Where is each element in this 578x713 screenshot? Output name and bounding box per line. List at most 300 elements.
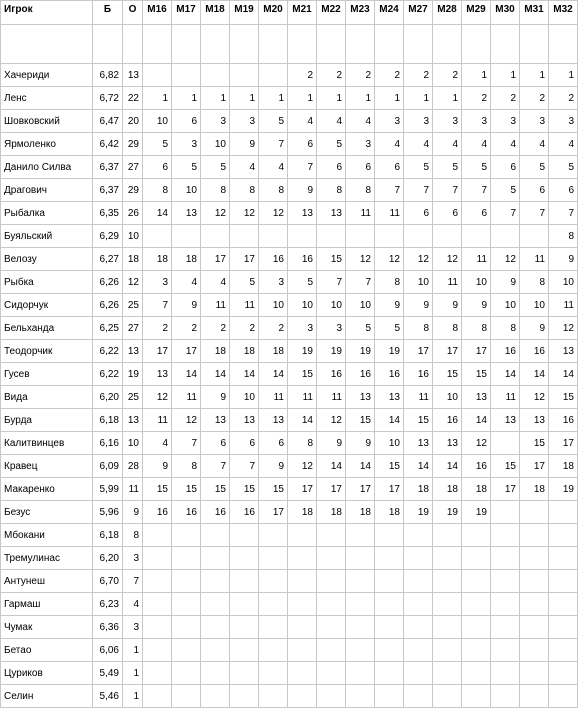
rank-cell: 9 [172, 294, 201, 317]
rank-cell: 8 [404, 317, 433, 340]
empty-cell [1, 25, 93, 64]
rank-cell: 12 [259, 202, 288, 225]
rank-cell: 12 [346, 248, 375, 271]
rank-cell [462, 639, 491, 662]
rating-cell: 6,18 [93, 409, 123, 432]
table-row [1, 386, 578, 409]
rank-cell [549, 547, 578, 570]
table-row [1, 639, 578, 662]
rank-cell: 15 [172, 478, 201, 501]
rank-cell [520, 639, 549, 662]
column-header: М18 [201, 1, 230, 25]
rank-cell [230, 225, 259, 248]
rank-cell: 4 [317, 110, 346, 133]
games-cell: 27 [123, 156, 143, 179]
rank-cell: 6 [549, 179, 578, 202]
rank-cell: 13 [462, 386, 491, 409]
rank-cell: 14 [346, 455, 375, 478]
rank-cell: 6 [346, 156, 375, 179]
rank-cell: 17 [520, 455, 549, 478]
table-row [1, 225, 578, 248]
rank-cell [520, 225, 549, 248]
rank-cell [288, 593, 317, 616]
rank-cell: 4 [143, 432, 172, 455]
rank-cell: 5 [317, 133, 346, 156]
games-cell: 1 [123, 685, 143, 708]
rank-cell: 15 [375, 455, 404, 478]
rank-cell: 9 [259, 455, 288, 478]
rank-cell: 13 [433, 432, 462, 455]
rank-cell: 10 [201, 133, 230, 156]
rank-cell: 13 [143, 363, 172, 386]
rank-cell: 2 [201, 317, 230, 340]
rank-cell: 10 [549, 271, 578, 294]
rank-cell: 12 [433, 248, 462, 271]
rank-cell: 14 [288, 409, 317, 432]
rank-cell: 14 [259, 363, 288, 386]
rank-cell [346, 616, 375, 639]
rank-cell: 16 [520, 340, 549, 363]
rank-cell: 9 [201, 386, 230, 409]
rank-cell [433, 685, 462, 708]
rank-cell: 15 [462, 363, 491, 386]
rank-cell [549, 685, 578, 708]
games-cell: 13 [123, 409, 143, 432]
rank-cell [433, 662, 462, 685]
rank-cell: 2 [462, 87, 491, 110]
rank-cell: 5 [549, 156, 578, 179]
rating-cell: 5,46 [93, 685, 123, 708]
rank-cell: 16 [172, 501, 201, 524]
table-row [1, 662, 578, 685]
rank-cell [520, 501, 549, 524]
empty-cell [462, 25, 491, 64]
rank-cell: 5 [143, 133, 172, 156]
rank-cell [143, 570, 172, 593]
rank-cell: 15 [143, 478, 172, 501]
games-cell: 3 [123, 616, 143, 639]
rank-cell: 6 [491, 156, 520, 179]
rank-cell: 7 [346, 271, 375, 294]
table-row [1, 409, 578, 432]
games-cell: 1 [123, 639, 143, 662]
rank-cell: 1 [346, 87, 375, 110]
rank-cell: 11 [230, 294, 259, 317]
rank-cell: 13 [520, 409, 549, 432]
player-name-cell: Ярмоленко [1, 133, 93, 156]
games-cell: 22 [123, 87, 143, 110]
rank-cell: 15 [549, 386, 578, 409]
rank-cell: 10 [346, 294, 375, 317]
rank-cell [259, 225, 288, 248]
rank-cell [172, 570, 201, 593]
rank-cell [201, 593, 230, 616]
rank-cell: 17 [317, 478, 346, 501]
rank-cell [201, 685, 230, 708]
rank-cell [549, 524, 578, 547]
rank-cell [346, 547, 375, 570]
rank-cell [259, 570, 288, 593]
rating-cell: 6,22 [93, 340, 123, 363]
rank-cell [404, 685, 433, 708]
rank-cell: 10 [172, 179, 201, 202]
rank-cell [346, 662, 375, 685]
rank-cell: 11 [259, 386, 288, 409]
rating-cell: 6,06 [93, 639, 123, 662]
column-header: Б [93, 1, 123, 25]
rank-cell: 2 [288, 64, 317, 87]
rank-cell: 12 [404, 248, 433, 271]
rank-cell: 12 [230, 202, 259, 225]
rank-cell: 6 [230, 432, 259, 455]
player-name-cell: Мбокани [1, 524, 93, 547]
rank-cell: 3 [462, 110, 491, 133]
rank-cell: 17 [549, 432, 578, 455]
rank-cell: 7 [549, 202, 578, 225]
rank-cell: 7 [491, 202, 520, 225]
rank-cell [288, 524, 317, 547]
rank-cell: 7 [317, 271, 346, 294]
rank-cell: 12 [317, 409, 346, 432]
rank-cell: 6 [288, 133, 317, 156]
rank-cell [259, 662, 288, 685]
rank-cell [462, 616, 491, 639]
table-row [1, 478, 578, 501]
rank-cell: 8 [143, 179, 172, 202]
rank-cell [230, 639, 259, 662]
rank-cell: 3 [143, 271, 172, 294]
rank-cell: 1 [288, 87, 317, 110]
rating-cell: 6,27 [93, 248, 123, 271]
rank-cell [346, 524, 375, 547]
rank-cell [520, 593, 549, 616]
rank-cell: 16 [375, 363, 404, 386]
rank-cell: 3 [404, 110, 433, 133]
table-row [1, 179, 578, 202]
rank-cell [433, 639, 462, 662]
rank-cell: 18 [433, 478, 462, 501]
rating-cell: 6,36 [93, 616, 123, 639]
rank-cell: 3 [259, 271, 288, 294]
rank-cell [230, 524, 259, 547]
rank-cell [143, 662, 172, 685]
rank-cell: 8 [230, 179, 259, 202]
rank-cell: 18 [230, 340, 259, 363]
rank-cell: 14 [433, 455, 462, 478]
header-row [1, 1, 578, 25]
rank-cell [346, 570, 375, 593]
rank-cell: 16 [288, 248, 317, 271]
player-name-cell: Хачериди [1, 64, 93, 87]
rank-cell: 8 [259, 179, 288, 202]
rank-cell: 12 [462, 432, 491, 455]
rank-cell: 11 [375, 202, 404, 225]
rank-cell [143, 524, 172, 547]
rank-cell [375, 616, 404, 639]
rank-cell: 4 [346, 110, 375, 133]
table-row [1, 87, 578, 110]
rank-cell: 9 [549, 248, 578, 271]
player-name-cell: Теодорчик [1, 340, 93, 363]
column-header: М30 [491, 1, 520, 25]
rating-cell: 6,09 [93, 455, 123, 478]
table-header [1, 1, 578, 64]
rank-cell: 11 [462, 248, 491, 271]
rank-cell [230, 570, 259, 593]
rank-cell: 16 [433, 409, 462, 432]
rank-cell [491, 501, 520, 524]
rank-cell: 16 [404, 363, 433, 386]
empty-cell [143, 25, 172, 64]
rank-cell: 10 [462, 271, 491, 294]
empty-cell [93, 25, 123, 64]
rank-cell: 6 [143, 156, 172, 179]
table-row [1, 248, 578, 271]
rank-cell: 7 [230, 455, 259, 478]
rank-cell: 5 [491, 179, 520, 202]
rank-cell [491, 225, 520, 248]
rank-cell [549, 593, 578, 616]
rank-cell: 16 [549, 409, 578, 432]
rank-cell: 9 [317, 432, 346, 455]
player-name-cell: Ленс [1, 87, 93, 110]
rank-cell [375, 225, 404, 248]
rank-cell [143, 64, 172, 87]
player-name-cell: Безус [1, 501, 93, 524]
games-cell: 4 [123, 593, 143, 616]
rank-cell: 1 [520, 64, 549, 87]
games-cell: 7 [123, 570, 143, 593]
rank-cell: 12 [520, 386, 549, 409]
rating-cell: 6,70 [93, 570, 123, 593]
rank-cell: 6 [172, 110, 201, 133]
rank-cell [433, 524, 462, 547]
rank-cell [230, 616, 259, 639]
rank-cell: 13 [346, 386, 375, 409]
rank-cell: 6 [375, 156, 404, 179]
player-name-cell: Велозу [1, 248, 93, 271]
rating-cell: 6,42 [93, 133, 123, 156]
rank-cell: 1 [462, 64, 491, 87]
rank-cell: 17 [375, 478, 404, 501]
rank-cell [201, 639, 230, 662]
rank-cell: 7 [288, 156, 317, 179]
rank-cell: 7 [520, 202, 549, 225]
rating-cell: 6,35 [93, 202, 123, 225]
rank-cell: 8 [491, 317, 520, 340]
rank-cell: 18 [201, 340, 230, 363]
rank-cell: 7 [201, 455, 230, 478]
rank-cell [491, 432, 520, 455]
rank-cell [288, 616, 317, 639]
table-row [1, 593, 578, 616]
games-cell: 25 [123, 386, 143, 409]
rank-cell: 15 [288, 363, 317, 386]
rank-cell: 13 [201, 409, 230, 432]
rank-cell: 18 [172, 248, 201, 271]
rank-cell: 1 [375, 87, 404, 110]
rank-cell [491, 639, 520, 662]
rank-cell [230, 547, 259, 570]
rank-cell [462, 662, 491, 685]
games-cell: 11 [123, 478, 143, 501]
table-row [1, 271, 578, 294]
rank-cell [433, 225, 462, 248]
rank-cell: 19 [288, 340, 317, 363]
rank-cell: 8 [317, 179, 346, 202]
rank-cell: 5 [375, 317, 404, 340]
rank-cell: 2 [230, 317, 259, 340]
rank-cell [288, 547, 317, 570]
rank-cell: 15 [491, 455, 520, 478]
rank-cell: 12 [201, 202, 230, 225]
column-header: М16 [143, 1, 172, 25]
table-row [1, 616, 578, 639]
rank-cell [433, 547, 462, 570]
rank-cell: 6 [433, 202, 462, 225]
rank-cell [549, 616, 578, 639]
rank-cell: 2 [143, 317, 172, 340]
rank-cell: 13 [317, 202, 346, 225]
rank-cell: 13 [172, 202, 201, 225]
rank-cell: 5 [201, 156, 230, 179]
rank-cell [259, 524, 288, 547]
rank-cell: 11 [317, 386, 346, 409]
rank-cell: 5 [520, 156, 549, 179]
empty-cell [172, 25, 201, 64]
player-name-cell: Тремулинас [1, 547, 93, 570]
rank-cell: 17 [230, 248, 259, 271]
games-cell: 10 [123, 432, 143, 455]
rank-cell: 2 [375, 64, 404, 87]
rank-cell: 4 [172, 271, 201, 294]
rank-cell [549, 501, 578, 524]
table-row [1, 570, 578, 593]
column-header: М32 [549, 1, 578, 25]
rank-cell: 11 [404, 386, 433, 409]
rank-cell: 10 [404, 271, 433, 294]
rating-cell: 5,99 [93, 478, 123, 501]
rank-cell [462, 570, 491, 593]
rank-cell: 10 [317, 294, 346, 317]
player-name-cell: Чумак [1, 616, 93, 639]
rank-cell: 15 [433, 363, 462, 386]
rank-cell [259, 616, 288, 639]
rank-cell: 18 [462, 478, 491, 501]
player-name-cell: Гусев [1, 363, 93, 386]
rating-cell: 6,16 [93, 432, 123, 455]
rank-cell: 11 [491, 386, 520, 409]
games-cell: 3 [123, 547, 143, 570]
rank-cell: 13 [259, 409, 288, 432]
rank-cell [491, 685, 520, 708]
rank-cell: 2 [549, 87, 578, 110]
rank-cell [317, 547, 346, 570]
rank-cell [375, 685, 404, 708]
rank-cell: 14 [317, 455, 346, 478]
games-cell: 13 [123, 64, 143, 87]
rank-cell: 17 [491, 478, 520, 501]
rank-cell: 14 [404, 455, 433, 478]
rank-cell: 19 [346, 340, 375, 363]
rating-cell: 6,20 [93, 386, 123, 409]
empty-cell [259, 25, 288, 64]
rank-cell: 3 [433, 110, 462, 133]
column-header: М31 [520, 1, 549, 25]
table-row [1, 340, 578, 363]
rank-cell [143, 685, 172, 708]
rank-cell [404, 547, 433, 570]
rank-cell: 18 [404, 478, 433, 501]
rank-cell [404, 639, 433, 662]
table-row [1, 156, 578, 179]
rank-cell: 4 [288, 110, 317, 133]
rank-cell: 3 [230, 110, 259, 133]
rank-cell: 17 [259, 501, 288, 524]
games-cell: 10 [123, 225, 143, 248]
rank-cell: 1 [549, 64, 578, 87]
rank-cell: 9 [143, 455, 172, 478]
empty-cell [433, 25, 462, 64]
rank-cell: 8 [520, 271, 549, 294]
rank-cell: 7 [172, 432, 201, 455]
rating-cell: 5,49 [93, 662, 123, 685]
rank-cell [549, 570, 578, 593]
rank-cell [433, 616, 462, 639]
table-row [1, 685, 578, 708]
rank-cell [201, 662, 230, 685]
rank-cell [520, 524, 549, 547]
rank-cell [462, 593, 491, 616]
rank-cell: 4 [549, 133, 578, 156]
table-row [1, 501, 578, 524]
rank-cell: 10 [375, 432, 404, 455]
rank-cell: 3 [346, 133, 375, 156]
rank-cell [462, 547, 491, 570]
rank-cell [375, 593, 404, 616]
rank-cell: 5 [346, 317, 375, 340]
games-cell: 13 [123, 340, 143, 363]
rank-cell [230, 593, 259, 616]
rank-cell: 8 [346, 179, 375, 202]
rating-cell: 6,37 [93, 156, 123, 179]
rank-cell [317, 616, 346, 639]
rank-cell: 9 [404, 294, 433, 317]
column-header: М17 [172, 1, 201, 25]
column-header: О [123, 1, 143, 25]
rank-cell [375, 547, 404, 570]
games-cell: 19 [123, 363, 143, 386]
rank-cell: 1 [491, 64, 520, 87]
rank-cell [230, 662, 259, 685]
rank-cell: 2 [433, 64, 462, 87]
rank-cell: 16 [259, 248, 288, 271]
rank-cell: 1 [259, 87, 288, 110]
rank-cell [404, 570, 433, 593]
player-name-cell: Калитвинцев [1, 432, 93, 455]
rank-cell [172, 547, 201, 570]
rank-cell: 13 [375, 386, 404, 409]
rank-cell [230, 64, 259, 87]
rank-cell: 3 [491, 110, 520, 133]
rank-cell: 2 [404, 64, 433, 87]
rating-cell: 6,23 [93, 593, 123, 616]
rank-cell: 12 [375, 248, 404, 271]
rank-cell: 9 [230, 133, 259, 156]
rank-cell: 10 [143, 110, 172, 133]
rank-cell: 6 [404, 202, 433, 225]
rank-cell: 9 [375, 294, 404, 317]
